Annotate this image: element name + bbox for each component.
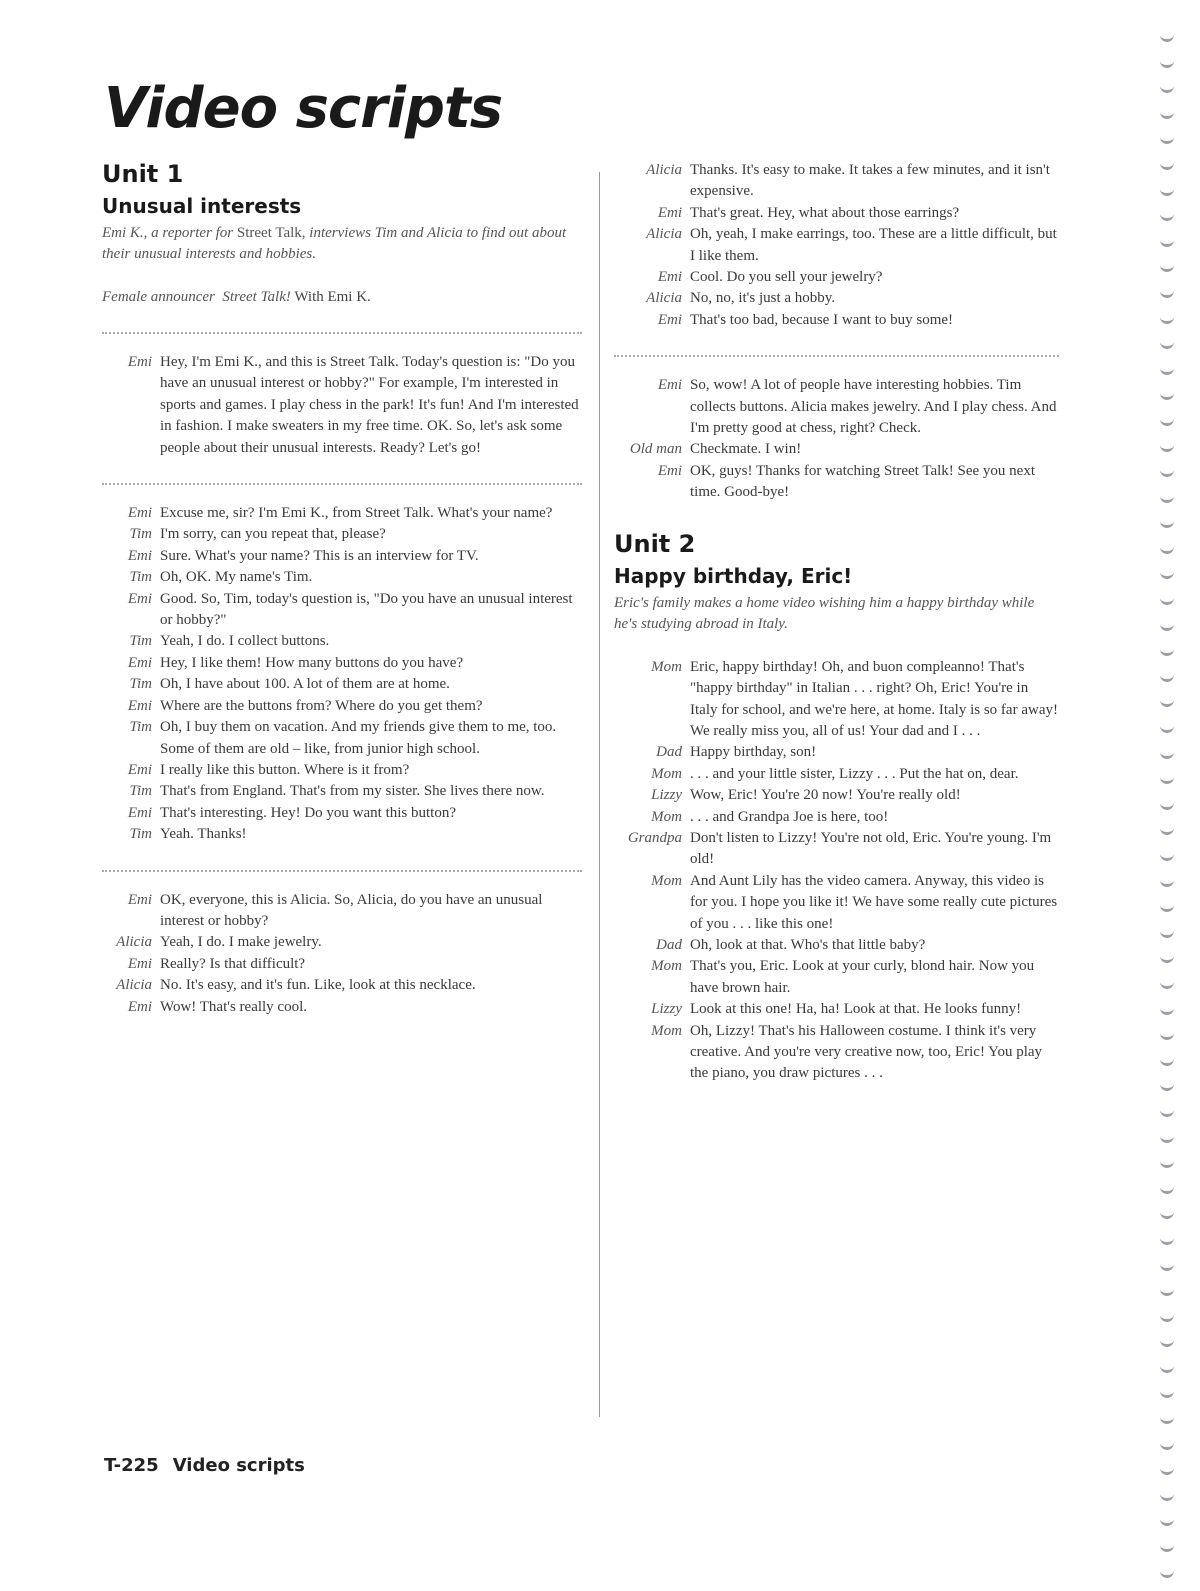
binding-ring xyxy=(1160,465,1174,477)
binding-ring xyxy=(1160,1105,1174,1117)
dialogue-line xyxy=(102,653,582,674)
dialogue-text: Look at this one! Ha, ha! Look at that. He looks funny! xyxy=(690,1001,1022,1018)
dialogue-text: No. It's easy, and it's fun. Like, look at this necklace. xyxy=(160,977,476,994)
dialogue-block-4 xyxy=(614,160,1059,331)
binding-ring xyxy=(1160,644,1174,656)
binding-ring xyxy=(1160,747,1174,759)
dialogue-text: No, no, it's just a hobby. xyxy=(690,290,836,307)
binding-ring xyxy=(1160,1207,1174,1219)
speaker-name: Mom xyxy=(651,765,682,782)
dialogue-line xyxy=(614,807,1059,828)
dialogue-text: Checkmate. I win! xyxy=(690,441,802,458)
binding-ring xyxy=(1160,1412,1174,1424)
announcer-show: Street Talk! xyxy=(222,289,291,305)
dialogue-text: That's interesting. Hey! Do you want this button? xyxy=(160,804,456,821)
dialogue-line xyxy=(102,696,582,717)
binding-ring xyxy=(1160,388,1174,400)
dialogue-block-unit-2 xyxy=(614,657,1059,1085)
speaker-name: Dad xyxy=(656,936,682,953)
dialogue-text: Oh, Lizzy! That's his Halloween costume. I think it's very creative. And you're very creative now, too, Eric! You play the piano, you draw pictures . . . xyxy=(690,1022,1043,1082)
binding-ring xyxy=(1160,363,1174,375)
dialogue-line xyxy=(614,657,1059,743)
announcer-speaker: Female announcer xyxy=(102,289,215,305)
dialogue-line xyxy=(102,760,582,781)
speaker-name: Alicia xyxy=(646,290,682,307)
dialogue-line xyxy=(102,674,582,695)
speaker-name: Mom xyxy=(651,958,682,975)
dialogue-line xyxy=(614,288,1059,309)
dialogue-text: Don't listen to Lizzy! You're not old, Eric. You're young. I'm old! xyxy=(690,829,1052,868)
dialogue-line xyxy=(102,932,582,953)
unit-1-subtitle: Unusual interests xyxy=(102,194,302,218)
dialogue-line xyxy=(614,310,1059,331)
binding-ring xyxy=(1160,1131,1174,1143)
page-title: Video scripts xyxy=(104,76,503,141)
binding-ring xyxy=(1160,209,1174,221)
speaker-name: Mom xyxy=(651,872,682,889)
speaker-name: Tim xyxy=(129,526,152,543)
binding-ring xyxy=(1160,1386,1174,1398)
speaker-name: Lizzy xyxy=(651,1001,682,1018)
binding-ring xyxy=(1160,312,1174,324)
speaker-name: Emi xyxy=(127,654,152,671)
speaker-name: Emi xyxy=(127,547,152,564)
binding-ring xyxy=(1160,1028,1174,1040)
speaker-name: Emi xyxy=(127,697,152,714)
page-number: T-225 xyxy=(104,1455,159,1476)
dialogue-line xyxy=(614,439,1059,460)
dialogue-block-5 xyxy=(614,375,1059,503)
speaker-name: Emi xyxy=(127,891,152,908)
binding-ring xyxy=(1160,772,1174,784)
speaker-name: Grandpa xyxy=(627,829,682,846)
dialogue-text: That's from England. That's from my sister. She lives there now. xyxy=(160,783,545,800)
dialogue-line xyxy=(614,267,1059,288)
dialogue-text: Oh, I have about 100. A lot of them are at home. xyxy=(160,676,450,693)
binding-ring xyxy=(1160,926,1174,938)
speaker-name: Emi xyxy=(127,998,152,1015)
speaker-name: Tim xyxy=(129,783,152,800)
dialogue-line xyxy=(102,824,582,845)
speaker-name: Dad xyxy=(656,744,682,761)
binding-ring xyxy=(1160,491,1174,503)
speaker-name: Emi xyxy=(657,269,682,286)
binding-ring xyxy=(1160,900,1174,912)
binding-ring xyxy=(1160,849,1174,861)
speaker-name: Emi xyxy=(127,761,152,778)
dialogue-line xyxy=(102,975,582,996)
dialogue-line xyxy=(614,956,1059,999)
speaker-name: Emi xyxy=(127,804,152,821)
speaker-name: Old man xyxy=(629,441,682,458)
page-footer xyxy=(104,1455,319,1476)
binding-ring xyxy=(1160,158,1174,170)
binding-ring xyxy=(1160,1335,1174,1347)
dialogue-line xyxy=(614,461,1059,504)
binding-ring xyxy=(1160,951,1174,963)
announcer-line: Female announcer Street Talk! With Emi K. xyxy=(102,289,371,305)
right-column xyxy=(614,160,1059,1085)
dialogue-line xyxy=(614,375,1059,439)
dialogue-line xyxy=(102,803,582,824)
dialogue-text: That's great. Hey, what about those earrings? xyxy=(690,204,960,221)
dialogue-text: Hey, I like them! How many buttons do you have? xyxy=(160,654,464,671)
scene-divider xyxy=(614,355,1059,357)
dialogue-line xyxy=(102,352,582,459)
speaker-name: Tim xyxy=(129,826,152,843)
speaker-name: Mom xyxy=(651,808,682,825)
dialogue-text: Cool. Do you sell your jewelry? xyxy=(690,269,883,286)
speaker-name: Alicia xyxy=(116,934,152,951)
binding-ring xyxy=(1160,1438,1174,1450)
binding-ring xyxy=(1160,1259,1174,1271)
dialogue-line xyxy=(614,764,1059,785)
binding-ring xyxy=(1160,1540,1174,1552)
binding-ring xyxy=(1160,440,1174,452)
binding-ring xyxy=(1160,56,1174,68)
binding-ring xyxy=(1160,184,1174,196)
dialogue-text: Yeah, I do. I collect buttons. xyxy=(160,633,330,650)
dialogue-text: So, wow! A lot of people have interesting hobbies. Tim collects buttons. Alicia makes jewelry. And I play chess. And I'm pretty good at chess, right? Check. xyxy=(690,377,1057,437)
dialogue-line xyxy=(102,631,582,652)
dialogue-line xyxy=(102,546,582,567)
dialogue-text: That's you, Eric. Look at your curly, blond hair. Now you have brown hair. xyxy=(690,958,1035,996)
dialogue-line xyxy=(614,935,1059,956)
dialogue-block-2 xyxy=(102,503,582,846)
dialogue-text: I'm sorry, can you repeat that, please? xyxy=(160,526,386,543)
binding-ring xyxy=(1160,1003,1174,1015)
dialogue-line xyxy=(614,828,1059,871)
scene-divider xyxy=(102,870,582,872)
binding-ring xyxy=(1160,260,1174,272)
dialogue-line xyxy=(102,503,582,524)
speaker-name: Emi xyxy=(127,590,152,607)
speaker-name: Alicia xyxy=(116,977,152,994)
show-name: Street Talk xyxy=(236,225,302,241)
dialogue-text: Happy birthday, son! xyxy=(690,744,817,761)
speaker-name: Tim xyxy=(129,719,152,736)
dialogue-text: Eric, happy birthday! Oh, and buon compleanno! That's "happy birthday" in Italian . . . right? Oh, Eric! You're in Italy for school, and we're here, at home. Italy is so far away! We really miss you, all of us! Your dad and I . . . xyxy=(690,658,1058,739)
unit-1-heading: Unit 1 xyxy=(102,160,184,188)
binding-ring xyxy=(1160,1182,1174,1194)
speaker-name: Mom xyxy=(651,1022,682,1039)
speaker-name: Alicia xyxy=(646,162,682,178)
dialogue-line xyxy=(102,781,582,802)
dialogue-text: And Aunt Lily has the video camera. Anyway, this video is for you. I hope you like it! We have some really cute pictures of you . . . like this one! xyxy=(690,872,1058,932)
dialogue-line xyxy=(614,224,1059,267)
unit-2-heading: Unit 2 xyxy=(614,529,696,558)
binding-ring xyxy=(1160,1310,1174,1322)
binding-ring xyxy=(1160,107,1174,119)
unit-2-intro: Eric's family makes a home video wishing him a happy birthday while he's studying abroad in Italy. xyxy=(614,594,1035,632)
dialogue-text: Oh, OK. My name's Tim. xyxy=(160,569,313,586)
dialogue-line xyxy=(614,742,1059,763)
dialogue-line xyxy=(614,871,1059,935)
spiral-binding xyxy=(1160,30,1182,1591)
dialogue-line xyxy=(102,589,582,632)
binding-ring xyxy=(1160,977,1174,989)
binding-ring xyxy=(1160,593,1174,605)
column-divider xyxy=(599,172,600,1417)
speaker-name: Emi xyxy=(657,204,682,221)
binding-ring xyxy=(1160,1079,1174,1091)
dialogue-text: That's too bad, because I want to buy some! xyxy=(690,311,954,328)
binding-ring xyxy=(1160,1054,1174,1066)
binding-ring xyxy=(1160,286,1174,298)
binding-ring xyxy=(1160,721,1174,733)
dialogue-text: Excuse me, sir? I'm Emi K., from Street Talk. What's your name? xyxy=(160,505,553,522)
dialogue-line xyxy=(102,997,582,1018)
speaker-name: Tim xyxy=(129,569,152,586)
speaker-name: Tim xyxy=(129,676,152,693)
speaker-name: Emi xyxy=(127,354,152,370)
binding-ring xyxy=(1160,1156,1174,1168)
binding-ring xyxy=(1160,1489,1174,1501)
binding-ring xyxy=(1160,81,1174,93)
binding-ring xyxy=(1160,875,1174,887)
binding-ring xyxy=(1160,1566,1174,1578)
speaker-name: Emi xyxy=(127,505,152,522)
speaker-name: Tim xyxy=(129,633,152,650)
binding-ring xyxy=(1160,414,1174,426)
dialogue-text: Oh, I buy them on vacation. And my friends give them to me, too. Some of them are old – like, from junior high school. xyxy=(160,719,557,757)
binding-ring xyxy=(1160,567,1174,579)
dialogue-text: I really like this button. Where is it from? xyxy=(160,761,410,778)
dialogue-text: Hey, I'm Emi K., and this is Street Talk. Today's question is: "Do you have an unusual interest or hobby?" For example, I'm interested in sports and games. I play chess in the park! It's fun! And I'm interested in fashion. I make sweaters in my free time. OK. So, let's ask some people about their unusual interests. Ready? Let's go! xyxy=(160,354,579,456)
scene-divider xyxy=(102,332,582,334)
dialogue-text: . . . and your little sister, Lizzy . . . Put the hat on, dear. xyxy=(690,765,1019,782)
binding-ring xyxy=(1160,1463,1174,1475)
dialogue-line xyxy=(102,524,582,545)
dialogue-line xyxy=(102,717,582,760)
unit-2-subtitle: Happy birthday, Eric! xyxy=(614,563,853,588)
dialogue-text: Oh, yeah, I make earrings, too. These are a little difficult, but I like them. xyxy=(690,226,1057,264)
binding-ring xyxy=(1160,1514,1174,1526)
binding-ring xyxy=(1160,1284,1174,1296)
binding-ring xyxy=(1160,670,1174,682)
dialogue-text: OK, guys! Thanks for watching Street Talk! See you next time. Good-bye! xyxy=(690,462,1035,501)
binding-ring xyxy=(1160,619,1174,631)
dialogue-line xyxy=(614,999,1059,1020)
speaker-name: Mom xyxy=(651,658,682,675)
dialogue-text: Oh, look at that. Who's that little baby? xyxy=(690,936,926,953)
dialogue-line xyxy=(614,160,1059,203)
dialogue-line xyxy=(614,785,1059,806)
dialogue-line xyxy=(102,954,582,975)
dialogue-line xyxy=(102,567,582,588)
dialogue-text: Thanks. It's easy to make. It takes a few minutes, and it isn't expensive. xyxy=(690,162,1050,200)
unit-1-intro: Emi K., a reporter for Street Talk, interviews Tim and Alicia to find out about their unusual interests and hobbies. xyxy=(102,225,567,262)
binding-ring xyxy=(1160,695,1174,707)
dialogue-block-3 xyxy=(102,890,582,1018)
dialogue-text: Wow, Eric! You're 20 now! You're really old! xyxy=(690,787,961,804)
speaker-name: Emi xyxy=(657,462,682,479)
binding-ring xyxy=(1160,1361,1174,1373)
footer-section: Video scripts xyxy=(172,1455,305,1476)
dialogue-line xyxy=(614,1021,1059,1085)
dialogue-line xyxy=(102,890,582,933)
dialogue-text: OK, everyone, this is Alicia. So, Alicia, do you have an unusual interest or hobby? xyxy=(160,891,543,929)
dialogue-text: Where are the buttons from? Where do you get them? xyxy=(160,697,483,714)
scene-divider xyxy=(102,483,582,485)
left-column xyxy=(102,160,582,1018)
dialogue-text: . . . and Grandpa Joe is here, too! xyxy=(690,808,889,825)
dialogue-text: Yeah. Thanks! xyxy=(160,826,247,843)
dialogue-text: Really? Is that difficult? xyxy=(160,955,306,972)
dialogue-text: Sure. What's your name? This is an interview for TV. xyxy=(160,547,479,564)
binding-ring xyxy=(1160,30,1174,42)
speaker-name: Emi xyxy=(657,377,682,394)
binding-ring xyxy=(1160,337,1174,349)
binding-ring xyxy=(1160,1233,1174,1245)
speaker-name: Alicia xyxy=(646,226,682,243)
binding-ring xyxy=(1160,516,1174,528)
binding-ring xyxy=(1160,132,1174,144)
binding-ring xyxy=(1160,542,1174,554)
dialogue-text: Good. So, Tim, today's question is, "Do you have an unusual interest or hobby?" xyxy=(160,590,573,629)
speaker-name: Emi xyxy=(127,955,152,972)
binding-ring xyxy=(1160,235,1174,247)
dialogue-line xyxy=(614,203,1059,224)
binding-ring xyxy=(1160,823,1174,835)
dialogue-text: Wow! That's really cool. xyxy=(160,998,308,1015)
dialogue-block-1 xyxy=(102,352,582,459)
speaker-name: Lizzy xyxy=(651,787,682,804)
binding-ring xyxy=(1160,798,1174,810)
dialogue-text: Yeah, I do. I make jewelry. xyxy=(160,934,322,951)
speaker-name: Emi xyxy=(657,311,682,328)
